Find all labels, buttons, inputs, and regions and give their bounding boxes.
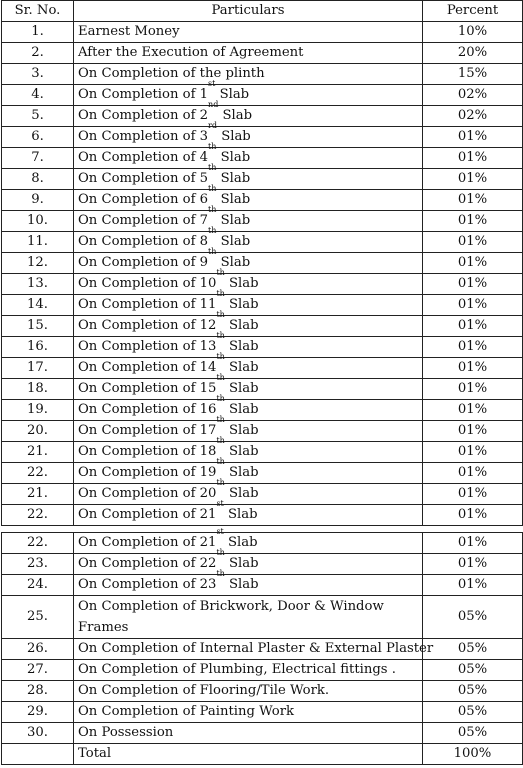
ordinal-suffix: th bbox=[216, 569, 225, 578]
particulars-suffix: Slab bbox=[218, 108, 253, 123]
particulars-text: On Completion of 3 bbox=[78, 129, 209, 144]
cell-particulars bbox=[74, 163, 423, 190]
cell-particulars bbox=[74, 22, 423, 43]
table-row bbox=[2, 43, 523, 64]
particulars-suffix: Slab bbox=[224, 276, 259, 291]
ordinal-suffix: th bbox=[216, 478, 225, 487]
table-row bbox=[2, 442, 523, 463]
particulars-text: After the Execution of Agreement bbox=[78, 45, 304, 60]
table-row bbox=[2, 379, 523, 400]
particulars-text: On Completion of 21 bbox=[78, 507, 217, 522]
ordinal-suffix: st bbox=[216, 527, 224, 536]
particulars-text: Total bbox=[78, 746, 112, 761]
table-row bbox=[2, 639, 523, 660]
cell-percent: 01% bbox=[423, 169, 523, 190]
cell-percent: 100% bbox=[423, 744, 523, 765]
cell-percent: 05% bbox=[423, 660, 523, 681]
cell-percent: 01% bbox=[423, 505, 523, 526]
particulars-text: On Completion of 5 bbox=[78, 171, 209, 186]
cell-sr-no: 21. bbox=[2, 484, 74, 505]
cell-sr-no: 22. bbox=[2, 463, 74, 484]
cell-particulars bbox=[74, 499, 423, 526]
ordinal-suffix: th bbox=[216, 268, 225, 277]
cell-particulars bbox=[74, 478, 423, 505]
table-row bbox=[2, 148, 523, 169]
particulars-text: On Completion of 9 bbox=[78, 255, 209, 270]
cell-percent: 02% bbox=[423, 106, 523, 127]
ordinal-suffix: th bbox=[208, 142, 217, 151]
cell-sr-no: 15. bbox=[2, 316, 74, 337]
cell-sr-no: 21. bbox=[2, 442, 74, 463]
cell-particulars bbox=[74, 43, 423, 64]
payment-schedule-table-bottom bbox=[1, 527, 523, 765]
ordinal-suffix: th bbox=[208, 247, 217, 256]
cell-percent: 10% bbox=[423, 22, 523, 43]
table-row bbox=[2, 127, 523, 148]
cell-percent: 01% bbox=[423, 337, 523, 358]
cell-sr-no: 29. bbox=[2, 702, 74, 723]
cell-sr-no: 22. bbox=[2, 505, 74, 526]
particulars-text: On Completion of 10 bbox=[78, 276, 217, 291]
cell-percent: 01% bbox=[423, 232, 523, 253]
cell-percent: 01% bbox=[423, 274, 523, 295]
ordinal-suffix: nd bbox=[208, 100, 219, 109]
cell-percent: 01% bbox=[423, 421, 523, 442]
table-row bbox=[2, 106, 523, 127]
cell-sr-no: 8. bbox=[2, 169, 74, 190]
table-row bbox=[2, 575, 523, 596]
cell-particulars bbox=[74, 352, 423, 379]
ordinal-suffix: th bbox=[208, 184, 217, 193]
particulars-suffix: Slab bbox=[224, 297, 259, 312]
particulars-text: On Completion of 15 bbox=[78, 381, 217, 396]
ordinal-suffix: th bbox=[216, 457, 225, 466]
table-row bbox=[2, 723, 523, 744]
table-row bbox=[2, 211, 523, 232]
particulars-text: On Completion of 4 bbox=[78, 150, 209, 165]
particulars-text: On Completion of 2 bbox=[78, 108, 209, 123]
table-row bbox=[2, 421, 523, 442]
ordinal-suffix: th bbox=[216, 548, 225, 557]
cell-percent: 01% bbox=[423, 484, 523, 505]
cell-percent: 01% bbox=[423, 190, 523, 211]
particulars-text: On Possession bbox=[78, 725, 174, 740]
particulars-suffix: Slab bbox=[216, 234, 251, 249]
particulars-suffix: Slab bbox=[223, 535, 258, 550]
cell-particulars bbox=[74, 639, 434, 660]
table-row bbox=[2, 681, 523, 702]
particulars-text: On Completion of 11 bbox=[78, 297, 217, 312]
table-body-top bbox=[2, 22, 523, 526]
cell-particulars bbox=[74, 184, 423, 211]
cell-sr-no: 5. bbox=[2, 106, 74, 127]
particulars-suffix: Slab bbox=[216, 255, 251, 270]
particulars-text: On Completion of Painting Work bbox=[78, 704, 295, 719]
particulars-suffix: Slab bbox=[224, 318, 259, 333]
table-row bbox=[2, 253, 523, 274]
particulars-text: On Completion of Plumbing, Electrical fittings . bbox=[78, 662, 396, 677]
particulars-suffix: Slab bbox=[223, 507, 258, 522]
cell-percent: 02% bbox=[423, 85, 523, 106]
payment-schedule-table-top bbox=[1, 0, 523, 526]
cell-percent: 01% bbox=[423, 127, 523, 148]
ordinal-suffix: th bbox=[208, 163, 217, 172]
cell-percent: 01% bbox=[423, 295, 523, 316]
cell-sr-no: 12. bbox=[2, 253, 74, 274]
cell-particulars bbox=[74, 569, 423, 596]
header-particulars: Particulars bbox=[74, 1, 423, 22]
particulars-suffix: Slab bbox=[216, 213, 251, 228]
particulars-text: On Completion of 20 bbox=[78, 486, 217, 501]
cell-percent: 01% bbox=[423, 316, 523, 337]
cell-percent: 01% bbox=[423, 533, 523, 554]
table-row bbox=[2, 463, 523, 484]
particulars-text: On Completion of 1 bbox=[78, 87, 209, 102]
particulars-suffix: Slab bbox=[224, 486, 259, 501]
cell-sr-no: 6. bbox=[2, 127, 74, 148]
table-body-bottom bbox=[2, 527, 523, 765]
table-row bbox=[2, 190, 523, 211]
cell-percent: 01% bbox=[423, 148, 523, 169]
table-row bbox=[2, 337, 523, 358]
particulars-text: On Completion of 22 bbox=[78, 556, 217, 571]
cell-sr-no bbox=[2, 744, 74, 765]
particulars-suffix: Slab bbox=[224, 577, 259, 592]
cell-sr-no: 3. bbox=[2, 64, 74, 85]
cell-particulars bbox=[74, 226, 423, 253]
cell-particulars bbox=[74, 64, 423, 85]
table-row bbox=[2, 295, 523, 316]
cell-particulars bbox=[74, 121, 423, 148]
cell-percent: 01% bbox=[423, 211, 523, 232]
ordinal-suffix: st bbox=[216, 499, 224, 508]
cell-percent: 01% bbox=[423, 463, 523, 484]
cell-sr-no: 11. bbox=[2, 232, 74, 253]
table-row bbox=[2, 316, 523, 337]
particulars-text: On Completion of 17 bbox=[78, 423, 217, 438]
cell-particulars bbox=[74, 247, 423, 274]
cell-percent: 05% bbox=[423, 596, 523, 639]
cell-particulars bbox=[74, 681, 423, 702]
cell-particulars bbox=[74, 702, 423, 723]
table-row bbox=[2, 85, 523, 106]
cell-particulars bbox=[74, 79, 423, 106]
cell-particulars bbox=[74, 660, 423, 681]
cell-percent: 05% bbox=[423, 681, 523, 702]
cell-sr-no: 14. bbox=[2, 295, 74, 316]
particulars-text: On Completion of 21 bbox=[78, 535, 217, 550]
cell-particulars bbox=[74, 457, 423, 484]
cell-particulars bbox=[74, 100, 423, 127]
cell-sr-no: 24. bbox=[2, 575, 74, 596]
ordinal-suffix: rd bbox=[208, 121, 217, 130]
cell-particulars bbox=[74, 394, 423, 421]
cell-sr-no: 7. bbox=[2, 148, 74, 169]
particulars-suffix: Slab bbox=[216, 150, 251, 165]
particulars-suffix: Slab bbox=[224, 339, 259, 354]
ordinal-suffix: th bbox=[216, 289, 225, 298]
particulars-suffix: Slab bbox=[217, 129, 251, 144]
particulars-text: On Completion of 13 bbox=[78, 339, 217, 354]
table-row bbox=[2, 64, 523, 85]
table-row bbox=[2, 505, 523, 526]
ordinal-suffix: th bbox=[216, 394, 225, 403]
cell-percent: 01% bbox=[423, 575, 523, 596]
cell-sr-no: 19. bbox=[2, 400, 74, 421]
ordinal-suffix: st bbox=[208, 79, 216, 88]
ordinal-suffix: th bbox=[208, 205, 217, 214]
particulars-suffix: Slab bbox=[224, 423, 259, 438]
cell-sr-no: 17. bbox=[2, 358, 74, 379]
table-row bbox=[2, 484, 523, 505]
ordinal-suffix: th bbox=[208, 226, 217, 235]
header-percent: Percent bbox=[423, 1, 523, 22]
table-row bbox=[2, 744, 523, 765]
particulars-text: On Completion of Flooring/Tile Work. bbox=[78, 683, 330, 698]
cell-particulars bbox=[74, 373, 423, 400]
particulars-suffix: Slab bbox=[215, 87, 250, 102]
header-row bbox=[2, 1, 523, 22]
cell-sr-no: 10. bbox=[2, 211, 74, 232]
particulars-text: On Completion of Brickwork, Door & Window Frames bbox=[78, 599, 384, 635]
particulars-suffix: Slab bbox=[224, 444, 259, 459]
particulars-suffix: Slab bbox=[224, 381, 259, 396]
cell-sr-no: 25. bbox=[2, 596, 74, 639]
cell-sr-no: 2. bbox=[2, 43, 74, 64]
cell-percent: 05% bbox=[423, 702, 523, 723]
ordinal-suffix: th bbox=[216, 352, 225, 361]
ordinal-suffix: th bbox=[216, 415, 225, 424]
table-row bbox=[2, 596, 523, 639]
cell-percent: 01% bbox=[423, 442, 523, 463]
particulars-suffix: Slab bbox=[216, 192, 251, 207]
cell-sr-no: 20. bbox=[2, 421, 74, 442]
particulars-text: On Completion of 8 bbox=[78, 234, 209, 249]
cell-sr-no: 28. bbox=[2, 681, 74, 702]
table-row bbox=[2, 169, 523, 190]
table-row bbox=[2, 232, 523, 253]
table-row bbox=[2, 533, 523, 554]
cell-particulars bbox=[74, 205, 423, 232]
cell-percent: 05% bbox=[423, 639, 523, 660]
cell-percent: 01% bbox=[423, 358, 523, 379]
cell-sr-no: 16. bbox=[2, 337, 74, 358]
cell-percent: 01% bbox=[423, 400, 523, 421]
cell-particulars bbox=[74, 289, 423, 316]
cell-particulars bbox=[74, 268, 423, 295]
table-row bbox=[2, 358, 523, 379]
cell-percent: 05% bbox=[423, 723, 523, 744]
cell-sr-no: 23. bbox=[2, 554, 74, 575]
particulars-suffix: Slab bbox=[224, 556, 259, 571]
cell-percent: 01% bbox=[423, 253, 523, 274]
cell-sr-no: 18. bbox=[2, 379, 74, 400]
cell-particulars bbox=[74, 527, 423, 554]
cell-particulars bbox=[74, 744, 423, 765]
cell-sr-no: 4. bbox=[2, 85, 74, 106]
cell-percent: 15% bbox=[423, 64, 523, 85]
cell-particulars bbox=[74, 310, 423, 337]
table-row bbox=[2, 274, 523, 295]
cell-sr-no: 1. bbox=[2, 22, 74, 43]
table-row bbox=[2, 554, 523, 575]
particulars-suffix: Slab bbox=[224, 360, 259, 375]
header-sr-no: Sr. No. bbox=[2, 1, 74, 22]
cell-sr-no: 26. bbox=[2, 639, 74, 660]
ordinal-suffix: th bbox=[216, 331, 225, 340]
particulars-suffix: Slab bbox=[224, 402, 259, 417]
cell-sr-no: 27. bbox=[2, 660, 74, 681]
particulars-suffix: Slab bbox=[216, 171, 251, 186]
cell-percent: 01% bbox=[423, 554, 523, 575]
cell-percent: 20% bbox=[423, 43, 523, 64]
table-row bbox=[2, 660, 523, 681]
cell-sr-no: 9. bbox=[2, 190, 74, 211]
cell-particulars bbox=[74, 331, 423, 358]
cell-particulars bbox=[74, 415, 423, 442]
cell-particulars bbox=[74, 548, 423, 575]
cell-sr-no: 30. bbox=[2, 723, 74, 744]
cell-sr-no: 13. bbox=[2, 274, 74, 295]
particulars-text: On Completion of 12 bbox=[78, 318, 217, 333]
particulars-text: Earnest Money bbox=[78, 24, 180, 39]
cell-percent: 01% bbox=[423, 379, 523, 400]
particulars-text: On Completion of 18 bbox=[78, 444, 217, 459]
cell-particulars bbox=[74, 723, 423, 744]
particulars-text: On Completion of 6 bbox=[78, 192, 209, 207]
particulars-text: On Completion of 7 bbox=[78, 213, 209, 228]
particulars-text: On Completion of 16 bbox=[78, 402, 217, 417]
ordinal-suffix: th bbox=[216, 436, 225, 445]
particulars-text: On Completion of Internal Plaster & External Plaster bbox=[78, 641, 434, 656]
cell-particulars bbox=[74, 436, 423, 463]
table-row bbox=[2, 702, 523, 723]
particulars-text: On Completion of 14 bbox=[78, 360, 217, 375]
ordinal-suffix: th bbox=[216, 310, 225, 319]
particulars-text: On Completion of 23 bbox=[78, 577, 217, 592]
table-row bbox=[2, 400, 523, 421]
cell-sr-no: 22. bbox=[2, 533, 74, 554]
particulars-text: On Completion of 19 bbox=[78, 465, 217, 480]
cell-particulars bbox=[74, 596, 423, 639]
table-row bbox=[2, 22, 523, 43]
cell-particulars bbox=[74, 142, 423, 169]
ordinal-suffix: th bbox=[216, 373, 225, 382]
particulars-suffix: Slab bbox=[224, 465, 259, 480]
particulars-text: On Completion of the plinth bbox=[78, 66, 265, 81]
